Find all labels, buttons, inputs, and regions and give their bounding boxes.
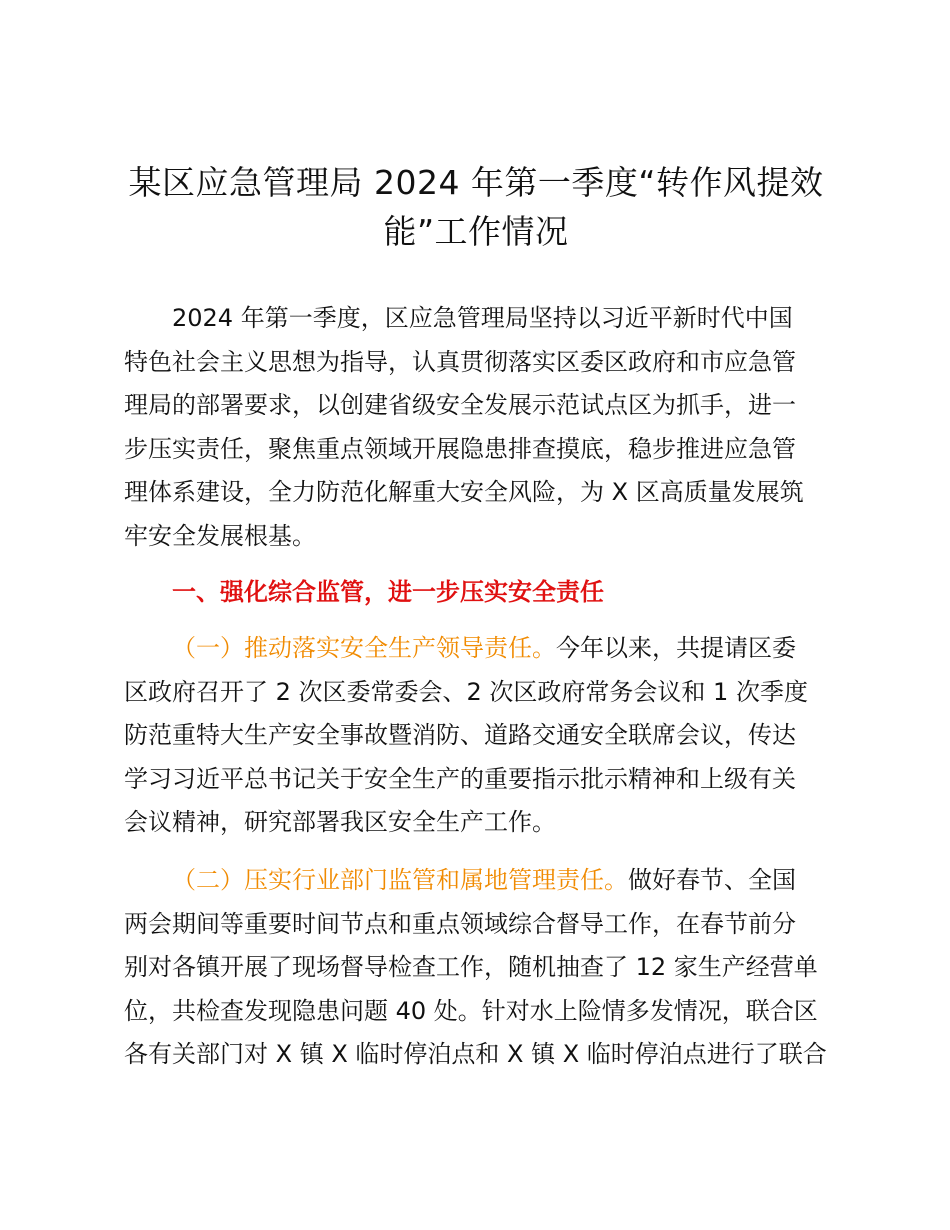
- item1-line: 会议精神，研究部署我区安全生产工作。: [124, 808, 556, 837]
- intro-line: 牢安全发展根基。: [124, 521, 316, 550]
- intro-line: 2024 年第一季度，区应急管理局坚持以习近平新时代中国: [172, 304, 793, 332]
- item2-line: 别对各镇开展了现场督导检查工作，随机抽查了 12 家生产经营单: [124, 953, 818, 982]
- section-heading-1: 一、强化综合监管，进一步压实安全责任: [172, 578, 604, 606]
- item1-first-rest: 今年以来，共提请区委: [556, 634, 796, 662]
- intro-line: 特色社会主义思想为指导，认真贯彻落实区委区政府和市应急管: [124, 347, 796, 376]
- intro-line: 理体系建设，全力防范化解重大安全风险，为 X 区高质量发展筑: [124, 478, 804, 507]
- item2-line: 两会期间等重要时间节点和重点领域综合督导工作，在春节前分: [124, 909, 796, 938]
- item1-paragraph: [124, 627, 836, 845]
- item2-line: 各有关部门对 X 镇 X 临时停泊点和 X 镇 X 临时停泊点进行了联合: [124, 1040, 827, 1069]
- item2-paragraph: [124, 859, 836, 1077]
- item2-subheading: （二）压实行业部门监管和属地管理责任。: [172, 866, 628, 894]
- item2-first-rest: 做好春节、全国: [628, 866, 796, 894]
- item1-line: 学习习近平总书记关于安全生产的重要指示批示精神和上级有关: [124, 764, 796, 793]
- item1-line: 区政府召开了 2 次区委常委会、2 次区政府常务会议和 1 次季度: [124, 677, 808, 706]
- intro-line: 理局的部署要求，以创建省级安全发展示范试点区为抓手，进一: [124, 391, 796, 420]
- title-line-1: 某区应急管理局 2024 年第一季度“转作风提效: [128, 163, 824, 202]
- item1-subheading: （一）推动落实安全生产领导责任。: [172, 634, 556, 662]
- item2-line: 位，共检查发现隐患问题 40 处。针对水上险情多发情况，联合区: [124, 996, 818, 1025]
- item1-line: 防范重特大生产安全事故暨消防、道路交通安全联席会议，传达: [124, 721, 796, 750]
- intro-paragraph: [124, 297, 836, 559]
- title-line-2: 能”工作情况: [383, 212, 569, 251]
- item2-first-line: [124, 859, 836, 903]
- intro-line: 步压实责任，聚焦重点领域开展隐患排查摸底，稳步推进应急管: [124, 434, 796, 463]
- item1-first-line: [124, 627, 836, 671]
- document-title: [120, 158, 832, 256]
